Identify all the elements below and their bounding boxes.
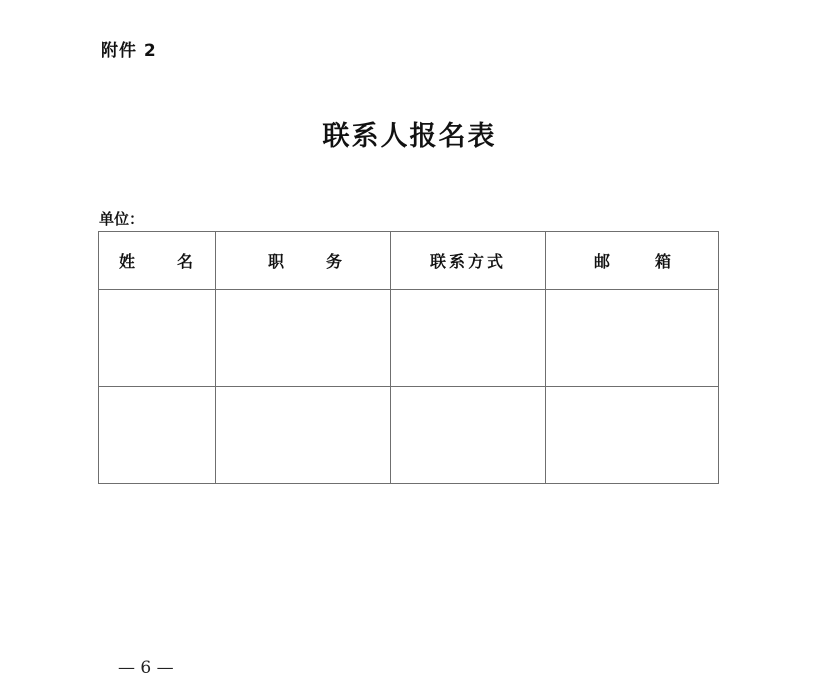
column-header-name-char-1: 姓: [119, 252, 136, 271]
attachment-label: 附件 2: [101, 41, 157, 61]
unit-label: 单位：: [99, 210, 145, 228]
title-cell[interactable]: [216, 387, 391, 484]
email-cell[interactable]: [546, 387, 719, 484]
page-number: — 6 —: [118, 658, 174, 678]
column-header-name: [99, 232, 216, 290]
column-header-name-char-2: 名: [176, 252, 193, 271]
registration-table: [98, 231, 719, 484]
contact-cell[interactable]: [391, 290, 546, 387]
column-header-title: [216, 232, 391, 290]
name-cell[interactable]: [99, 290, 216, 387]
column-header-contact-label: 联系方式: [429, 252, 506, 271]
contact-cell[interactable]: [391, 387, 546, 484]
column-header-email: [546, 232, 719, 290]
column-header-email-char-1: 邮: [594, 252, 611, 271]
table-header-row: [99, 232, 719, 290]
email-cell[interactable]: [546, 290, 719, 387]
column-header-contact: [391, 232, 546, 290]
table-row: [99, 387, 719, 484]
name-cell[interactable]: [99, 387, 216, 484]
page-title: 联系人报名表: [322, 121, 497, 152]
column-header-title-char-1: 职: [268, 252, 285, 271]
table-row: [99, 290, 719, 387]
column-header-email-char-2: 箱: [654, 252, 671, 271]
title-cell[interactable]: [216, 290, 391, 387]
column-header-title-char-2: 务: [325, 252, 342, 271]
